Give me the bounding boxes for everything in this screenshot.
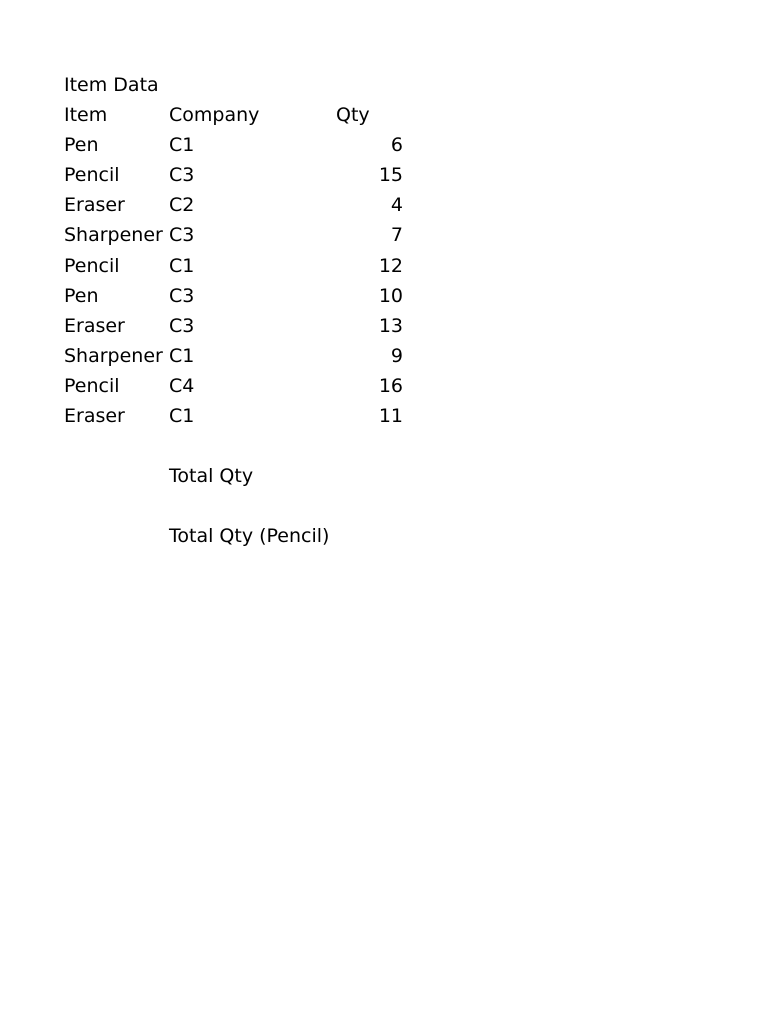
header-qty: Qty [336, 104, 370, 127]
qty-cell: 16 [378, 374, 403, 397]
qty-cell: 11 [378, 405, 403, 428]
company-cell: C1 [169, 405, 195, 428]
company-cell: C3 [169, 224, 195, 247]
item-cell: Eraser [64, 405, 125, 428]
company-cell: C1 [169, 134, 195, 157]
company-cell: C3 [169, 164, 195, 187]
total-qty-label: Total Qty [169, 465, 254, 488]
item-cell: Pencil [64, 374, 120, 397]
qty-cell: 9 [390, 344, 403, 367]
total-qty-pencil-label: Total Qty (Pencil) [169, 525, 330, 548]
qty-cell: 4 [390, 194, 403, 217]
item-cell: Pencil [64, 254, 120, 277]
sheet-title: Item Data [64, 74, 159, 96]
company-cell: C3 [169, 284, 195, 307]
company-cell: C2 [169, 194, 195, 217]
item-cell: Pen [64, 284, 99, 307]
item-cell: Eraser [64, 194, 125, 217]
company-cell: C1 [169, 254, 195, 277]
item-cell: Pencil [64, 164, 120, 187]
header-company: Company [169, 104, 260, 127]
company-cell: C4 [169, 374, 195, 397]
item-cell: Pen [64, 134, 99, 157]
qty-cell: 12 [378, 254, 403, 277]
qty-cell: 15 [378, 164, 403, 187]
qty-cell: 13 [378, 314, 403, 337]
company-cell: C3 [169, 314, 195, 337]
qty-cell: 6 [390, 134, 403, 157]
qty-cell: 10 [378, 284, 403, 307]
item-cell: Sharpener [64, 344, 163, 367]
header-item: Item [64, 104, 108, 127]
qty-cell: 7 [390, 224, 403, 247]
item-cell: Sharpener [64, 224, 163, 247]
company-cell: C1 [169, 344, 195, 367]
item-cell: Eraser [64, 314, 125, 337]
